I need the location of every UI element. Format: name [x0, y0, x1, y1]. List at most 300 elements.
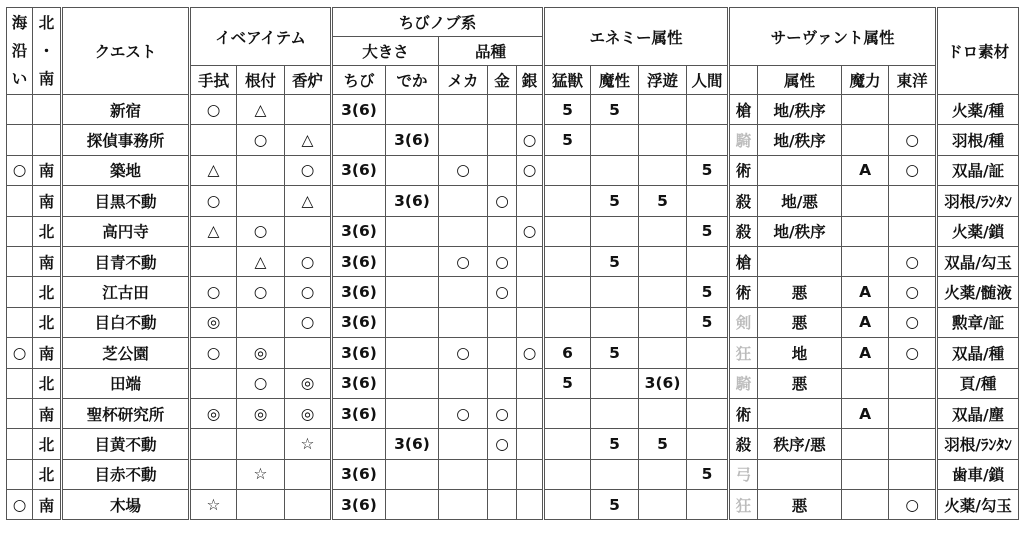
servant-magic-cell: A: [842, 277, 889, 307]
chibi-cell: 3(6): [332, 246, 386, 276]
servant-class-cell: 術: [729, 155, 758, 185]
table-row: [7, 490, 1019, 520]
enemy-cell: 5: [591, 186, 639, 216]
enemy-cell: 5: [591, 246, 639, 276]
enemy-cell: [544, 490, 591, 520]
chibi-cell: ○: [439, 338, 488, 368]
enemy-cell: [639, 338, 687, 368]
north-south-cell: 北: [33, 459, 62, 489]
quest-name-cell: 目赤不動: [62, 459, 190, 489]
chibi-cell: [517, 459, 544, 489]
event-item-cell: ○: [190, 95, 237, 125]
enemy-cell: 5: [687, 277, 729, 307]
enemy-cell: [639, 216, 687, 246]
chibi-cell: 3(6): [332, 338, 386, 368]
chibi-cell: [488, 368, 517, 398]
chibi-cell: [386, 368, 439, 398]
enemy-sub-header: 魔性: [591, 66, 639, 95]
chibi-cell: [386, 155, 439, 185]
event-item-cell: △: [190, 216, 237, 246]
chibi-cell: [439, 429, 488, 459]
servant-attr-cell: [758, 155, 842, 185]
enemy-cell: [687, 95, 729, 125]
chibi-cell: [488, 459, 517, 489]
quest-name-cell: 目白不動: [62, 307, 190, 337]
coastal-cell: [7, 186, 33, 216]
enemy-cell: [687, 246, 729, 276]
enemy-cell: 5: [639, 429, 687, 459]
chibi-cell: ○: [517, 125, 544, 155]
event-sub-header: 香炉: [285, 66, 332, 95]
servant-attr-cell: 地/秩序: [758, 95, 842, 125]
enemy-cell: [591, 398, 639, 428]
coastal-cell: [7, 368, 33, 398]
coastal-header: 海 沿 い: [7, 8, 33, 95]
event-item-cell: ○: [237, 216, 285, 246]
enemy-cell: [591, 155, 639, 185]
quest-name-cell: 木場: [62, 490, 190, 520]
table-row: [7, 216, 1019, 246]
drop-cell: 双晶/勾玉: [937, 246, 1019, 276]
drop-cell: 火薬/鎖: [937, 216, 1019, 246]
servant-class-cell: 槍: [729, 95, 758, 125]
coastal-cell: [7, 398, 33, 428]
enemy-cell: [544, 246, 591, 276]
quest-name-cell: 江古田: [62, 277, 190, 307]
enemy-cell: [544, 155, 591, 185]
servant-east-cell: [889, 216, 937, 246]
chibi-cell: [517, 490, 544, 520]
event-item-cell: [285, 95, 332, 125]
enemy-cell: 5: [687, 155, 729, 185]
drop-cell: 火薬/髄液: [937, 277, 1019, 307]
servant-magic-cell: [842, 459, 889, 489]
servant-magic-cell: [842, 186, 889, 216]
enemy-cell: [544, 429, 591, 459]
servant-east-cell: [889, 429, 937, 459]
servant-magic-cell: [842, 246, 889, 276]
servant-east-cell: ○: [889, 307, 937, 337]
servant-magic-cell: [842, 490, 889, 520]
drop-cell: 勲章/証: [937, 307, 1019, 337]
north-south-cell: 北: [33, 368, 62, 398]
enemy-sub-header: 猛獣: [544, 66, 591, 95]
quest-name-cell: 新宿: [62, 95, 190, 125]
chibi-cell: ○: [439, 246, 488, 276]
enemy-attr-header: エネミー属性: [544, 8, 729, 66]
chibi-cell: [386, 277, 439, 307]
drop-cell: 羽根/ﾗﾝﾀﾝ: [937, 429, 1019, 459]
enemy-cell: [687, 398, 729, 428]
chibi-cell: [439, 277, 488, 307]
event-item-cell: ◎: [285, 368, 332, 398]
chibi-cell: [517, 277, 544, 307]
quest-name-cell: 探偵事務所: [62, 125, 190, 155]
event-item-cell: ○: [237, 368, 285, 398]
enemy-cell: 5: [544, 95, 591, 125]
enemy-cell: [544, 459, 591, 489]
chibi-sub-header: 金: [488, 66, 517, 95]
servant-east-cell: [889, 95, 937, 125]
chibi-cell: [439, 216, 488, 246]
event-item-cell: [285, 490, 332, 520]
enemy-cell: 5: [544, 125, 591, 155]
chibi-cell: ○: [517, 155, 544, 185]
event-item-cell: [285, 459, 332, 489]
chibi-nobu-header: ちびノブ系: [332, 8, 544, 37]
event-item-cell: ◎: [190, 398, 237, 428]
enemy-cell: [639, 490, 687, 520]
servant-sub-header: 東洋: [889, 66, 937, 95]
event-item-cell: ◎: [285, 398, 332, 428]
chibi-cell: [386, 216, 439, 246]
coastal-cell: ○: [7, 155, 33, 185]
chibi-cell: 3(6): [332, 459, 386, 489]
quest-name-cell: 目黄不動: [62, 429, 190, 459]
enemy-cell: 5: [591, 338, 639, 368]
chibi-cell: 3(6): [386, 429, 439, 459]
enemy-cell: 6: [544, 338, 591, 368]
servant-sub-header: [729, 66, 758, 95]
chibi-cell: [439, 307, 488, 337]
event-item-cell: ◎: [237, 338, 285, 368]
chibi-cell: ○: [439, 398, 488, 428]
quest-table: [6, 7, 1019, 520]
servant-magic-cell: [842, 368, 889, 398]
chibi-cell: [488, 338, 517, 368]
chibi-cell: [386, 398, 439, 428]
enemy-cell: 3(6): [639, 368, 687, 398]
servant-magic-cell: A: [842, 155, 889, 185]
event-item-cell: [190, 368, 237, 398]
servant-class-cell: 殺: [729, 186, 758, 216]
servant-east-cell: ○: [889, 338, 937, 368]
chibi-cell: [488, 307, 517, 337]
chibi-cell: [439, 490, 488, 520]
servant-class-cell: 狂: [729, 338, 758, 368]
drop-cell: 羽根/種: [937, 125, 1019, 155]
servant-class-cell: 狂: [729, 490, 758, 520]
event-item-cell: [285, 338, 332, 368]
chibi-cell: ○: [517, 338, 544, 368]
enemy-cell: 5: [591, 490, 639, 520]
servant-attr-cell: 悪: [758, 307, 842, 337]
drop-cell: 火薬/勾玉: [937, 490, 1019, 520]
servant-east-cell: ○: [889, 277, 937, 307]
chibi-cell: [488, 216, 517, 246]
servant-class-cell: 弓: [729, 459, 758, 489]
servant-attr-cell: [758, 398, 842, 428]
servant-magic-cell: A: [842, 338, 889, 368]
event-item-cell: [285, 216, 332, 246]
chibi-cell: [517, 307, 544, 337]
north-south-cell: 南: [33, 186, 62, 216]
enemy-cell: [544, 307, 591, 337]
servant-class-cell: 殺: [729, 216, 758, 246]
north-south-cell: 南: [33, 490, 62, 520]
coastal-cell: [7, 429, 33, 459]
quest-name-cell: 高円寺: [62, 216, 190, 246]
chibi-cell: 3(6): [332, 490, 386, 520]
enemy-cell: 5: [591, 429, 639, 459]
event-item-cell: [237, 155, 285, 185]
servant-class-cell: 騎: [729, 368, 758, 398]
event-item-cell: ◎: [237, 398, 285, 428]
drop-cell: 双晶/証: [937, 155, 1019, 185]
table-body: [7, 95, 1019, 520]
servant-east-cell: [889, 186, 937, 216]
servant-magic-cell: [842, 95, 889, 125]
chibi-cell: [439, 459, 488, 489]
event-item-cell: △: [190, 155, 237, 185]
chibi-cell: ○: [488, 246, 517, 276]
size-header: 大きさ: [332, 37, 439, 66]
servant-east-cell: [889, 368, 937, 398]
chibi-cell: [332, 186, 386, 216]
chibi-cell: [517, 246, 544, 276]
chibi-cell: 3(6): [332, 95, 386, 125]
enemy-cell: [591, 459, 639, 489]
chibi-cell: [517, 186, 544, 216]
servant-east-cell: [889, 459, 937, 489]
drop-cell: 羽根/ﾗﾝﾀﾝ: [937, 186, 1019, 216]
chibi-cell: 3(6): [386, 186, 439, 216]
table-row: [7, 246, 1019, 276]
enemy-cell: [591, 216, 639, 246]
chibi-cell: [488, 490, 517, 520]
chibi-cell: [386, 459, 439, 489]
servant-attr-cell: 地: [758, 338, 842, 368]
chibi-cell: [517, 398, 544, 428]
chibi-cell: 3(6): [332, 155, 386, 185]
servant-class-cell: 剣: [729, 307, 758, 337]
enemy-cell: [687, 338, 729, 368]
chibi-cell: ○: [488, 186, 517, 216]
enemy-cell: [639, 246, 687, 276]
chibi-cell: ○: [488, 277, 517, 307]
table-row: [7, 155, 1019, 185]
event-item-cell: ○: [285, 307, 332, 337]
chibi-cell: ○: [488, 398, 517, 428]
event-item-cell: [190, 459, 237, 489]
enemy-cell: [639, 307, 687, 337]
table-row: [7, 307, 1019, 337]
event-item-cell: △: [237, 246, 285, 276]
event-item-cell: ○: [237, 125, 285, 155]
event-item-cell: ○: [237, 277, 285, 307]
servant-class-cell: 殺: [729, 429, 758, 459]
servant-attr-header: サーヴァント属性: [729, 8, 937, 66]
table-row: [7, 277, 1019, 307]
coastal-cell: [7, 277, 33, 307]
north-south-cell: 南: [33, 398, 62, 428]
table-row: [7, 398, 1019, 428]
enemy-cell: [639, 277, 687, 307]
servant-class-cell: 術: [729, 277, 758, 307]
chibi-cell: 3(6): [332, 368, 386, 398]
event-item-cell: ◎: [190, 307, 237, 337]
event-item-cell: [237, 186, 285, 216]
chibi-cell: [439, 125, 488, 155]
north-south-cell: 北: [33, 277, 62, 307]
servant-attr-cell: 地/秩序: [758, 125, 842, 155]
servant-class-cell: 槍: [729, 246, 758, 276]
event-item-cell: [237, 490, 285, 520]
chibi-sub-header: でか: [386, 66, 439, 95]
servant-east-cell: [889, 398, 937, 428]
enemy-cell: 5: [639, 186, 687, 216]
chibi-cell: [332, 429, 386, 459]
enemy-cell: [544, 186, 591, 216]
event-item-cell: △: [285, 186, 332, 216]
enemy-sub-header: 人間: [687, 66, 729, 95]
event-item-cell: ☆: [237, 459, 285, 489]
event-item-cell: [190, 125, 237, 155]
enemy-cell: [591, 277, 639, 307]
coastal-cell: ○: [7, 338, 33, 368]
event-item-cell: ○: [190, 277, 237, 307]
breed-header: 品種: [439, 37, 544, 66]
enemy-cell: 5: [687, 459, 729, 489]
chibi-cell: 3(6): [332, 277, 386, 307]
quest-name-cell: 田端: [62, 368, 190, 398]
chibi-cell: [386, 490, 439, 520]
enemy-cell: [687, 490, 729, 520]
table-row: [7, 459, 1019, 489]
enemy-cell: [544, 216, 591, 246]
event-item-cell: △: [285, 125, 332, 155]
enemy-cell: [639, 459, 687, 489]
north-south-header: 北 ・ 南: [33, 8, 62, 95]
quest-name-cell: 目黒不動: [62, 186, 190, 216]
quest-name-cell: 聖杯研究所: [62, 398, 190, 428]
north-south-cell: [33, 125, 62, 155]
chibi-cell: ○: [439, 155, 488, 185]
servant-class-cell: 騎: [729, 125, 758, 155]
north-south-cell: 北: [33, 216, 62, 246]
enemy-cell: [544, 398, 591, 428]
coastal-cell: [7, 216, 33, 246]
chibi-cell: [386, 246, 439, 276]
enemy-cell: [544, 277, 591, 307]
event-item-cell: ○: [285, 155, 332, 185]
coastal-cell: [7, 95, 33, 125]
enemy-cell: [591, 307, 639, 337]
servant-class-cell: 術: [729, 398, 758, 428]
servant-attr-cell: 地/悪: [758, 186, 842, 216]
north-south-cell: [33, 95, 62, 125]
event-item-cell: [237, 307, 285, 337]
chibi-cell: [439, 95, 488, 125]
servant-magic-cell: [842, 429, 889, 459]
servant-east-cell: ○: [889, 246, 937, 276]
quest-name-cell: 芝公園: [62, 338, 190, 368]
servant-east-cell: ○: [889, 125, 937, 155]
enemy-cell: [687, 429, 729, 459]
coastal-cell: ○: [7, 490, 33, 520]
drop-header: ドロ素材: [937, 8, 1019, 95]
chibi-cell: ○: [488, 429, 517, 459]
chibi-cell: 3(6): [386, 125, 439, 155]
event-item-cell: ○: [285, 246, 332, 276]
chibi-cell: [517, 368, 544, 398]
north-south-cell: 南: [33, 155, 62, 185]
servant-magic-cell: [842, 216, 889, 246]
quest-name-cell: 目青不動: [62, 246, 190, 276]
servant-magic-cell: A: [842, 307, 889, 337]
event-sub-header: 根付: [237, 66, 285, 95]
enemy-cell: [639, 125, 687, 155]
event-item-cell: ☆: [285, 429, 332, 459]
servant-attr-cell: 悪: [758, 277, 842, 307]
event-item-cell: [190, 429, 237, 459]
enemy-cell: [639, 155, 687, 185]
chibi-cell: [386, 95, 439, 125]
enemy-cell: 5: [687, 216, 729, 246]
enemy-cell: [591, 368, 639, 398]
servant-attr-cell: 秩序/悪: [758, 429, 842, 459]
event-item-cell: ○: [285, 277, 332, 307]
servant-magic-cell: A: [842, 398, 889, 428]
servant-attr-cell: 悪: [758, 490, 842, 520]
chibi-cell: [386, 338, 439, 368]
north-south-cell: 北: [33, 307, 62, 337]
north-south-cell: 北: [33, 429, 62, 459]
event-item-cell: [237, 429, 285, 459]
servant-attr-cell: [758, 246, 842, 276]
chibi-cell: [439, 186, 488, 216]
chibi-cell: [488, 125, 517, 155]
enemy-cell: [687, 368, 729, 398]
table-row: [7, 368, 1019, 398]
enemy-cell: [687, 186, 729, 216]
event-item-cell: ☆: [190, 490, 237, 520]
chibi-cell: 3(6): [332, 307, 386, 337]
servant-east-cell: ○: [889, 490, 937, 520]
chibi-cell: [517, 95, 544, 125]
servant-sub-header: 属性: [758, 66, 842, 95]
coastal-cell: [7, 246, 33, 276]
enemy-cell: [639, 398, 687, 428]
chibi-cell: 3(6): [332, 398, 386, 428]
north-south-cell: 南: [33, 246, 62, 276]
servant-east-cell: ○: [889, 155, 937, 185]
chibi-cell: [488, 95, 517, 125]
event-items-header: イベアイテム: [190, 8, 332, 66]
chibi-cell: 3(6): [332, 216, 386, 246]
enemy-cell: [687, 125, 729, 155]
quest-header: クエスト: [62, 8, 190, 95]
drop-cell: 歯車/鎖: [937, 459, 1019, 489]
table-row: [7, 95, 1019, 125]
servant-attr-cell: [758, 459, 842, 489]
servant-sub-header: 魔力: [842, 66, 889, 95]
event-item-cell: ○: [190, 338, 237, 368]
coastal-cell: [7, 307, 33, 337]
servant-magic-cell: [842, 125, 889, 155]
drop-cell: 頁/種: [937, 368, 1019, 398]
event-sub-header: 手拭: [190, 66, 237, 95]
enemy-cell: [591, 125, 639, 155]
servant-attr-cell: 悪: [758, 368, 842, 398]
enemy-cell: 5: [591, 95, 639, 125]
quest-name-cell: 築地: [62, 155, 190, 185]
enemy-cell: 5: [544, 368, 591, 398]
enemy-cell: 5: [687, 307, 729, 337]
chibi-sub-header: 銀: [517, 66, 544, 95]
event-item-cell: △: [237, 95, 285, 125]
coastal-cell: [7, 459, 33, 489]
